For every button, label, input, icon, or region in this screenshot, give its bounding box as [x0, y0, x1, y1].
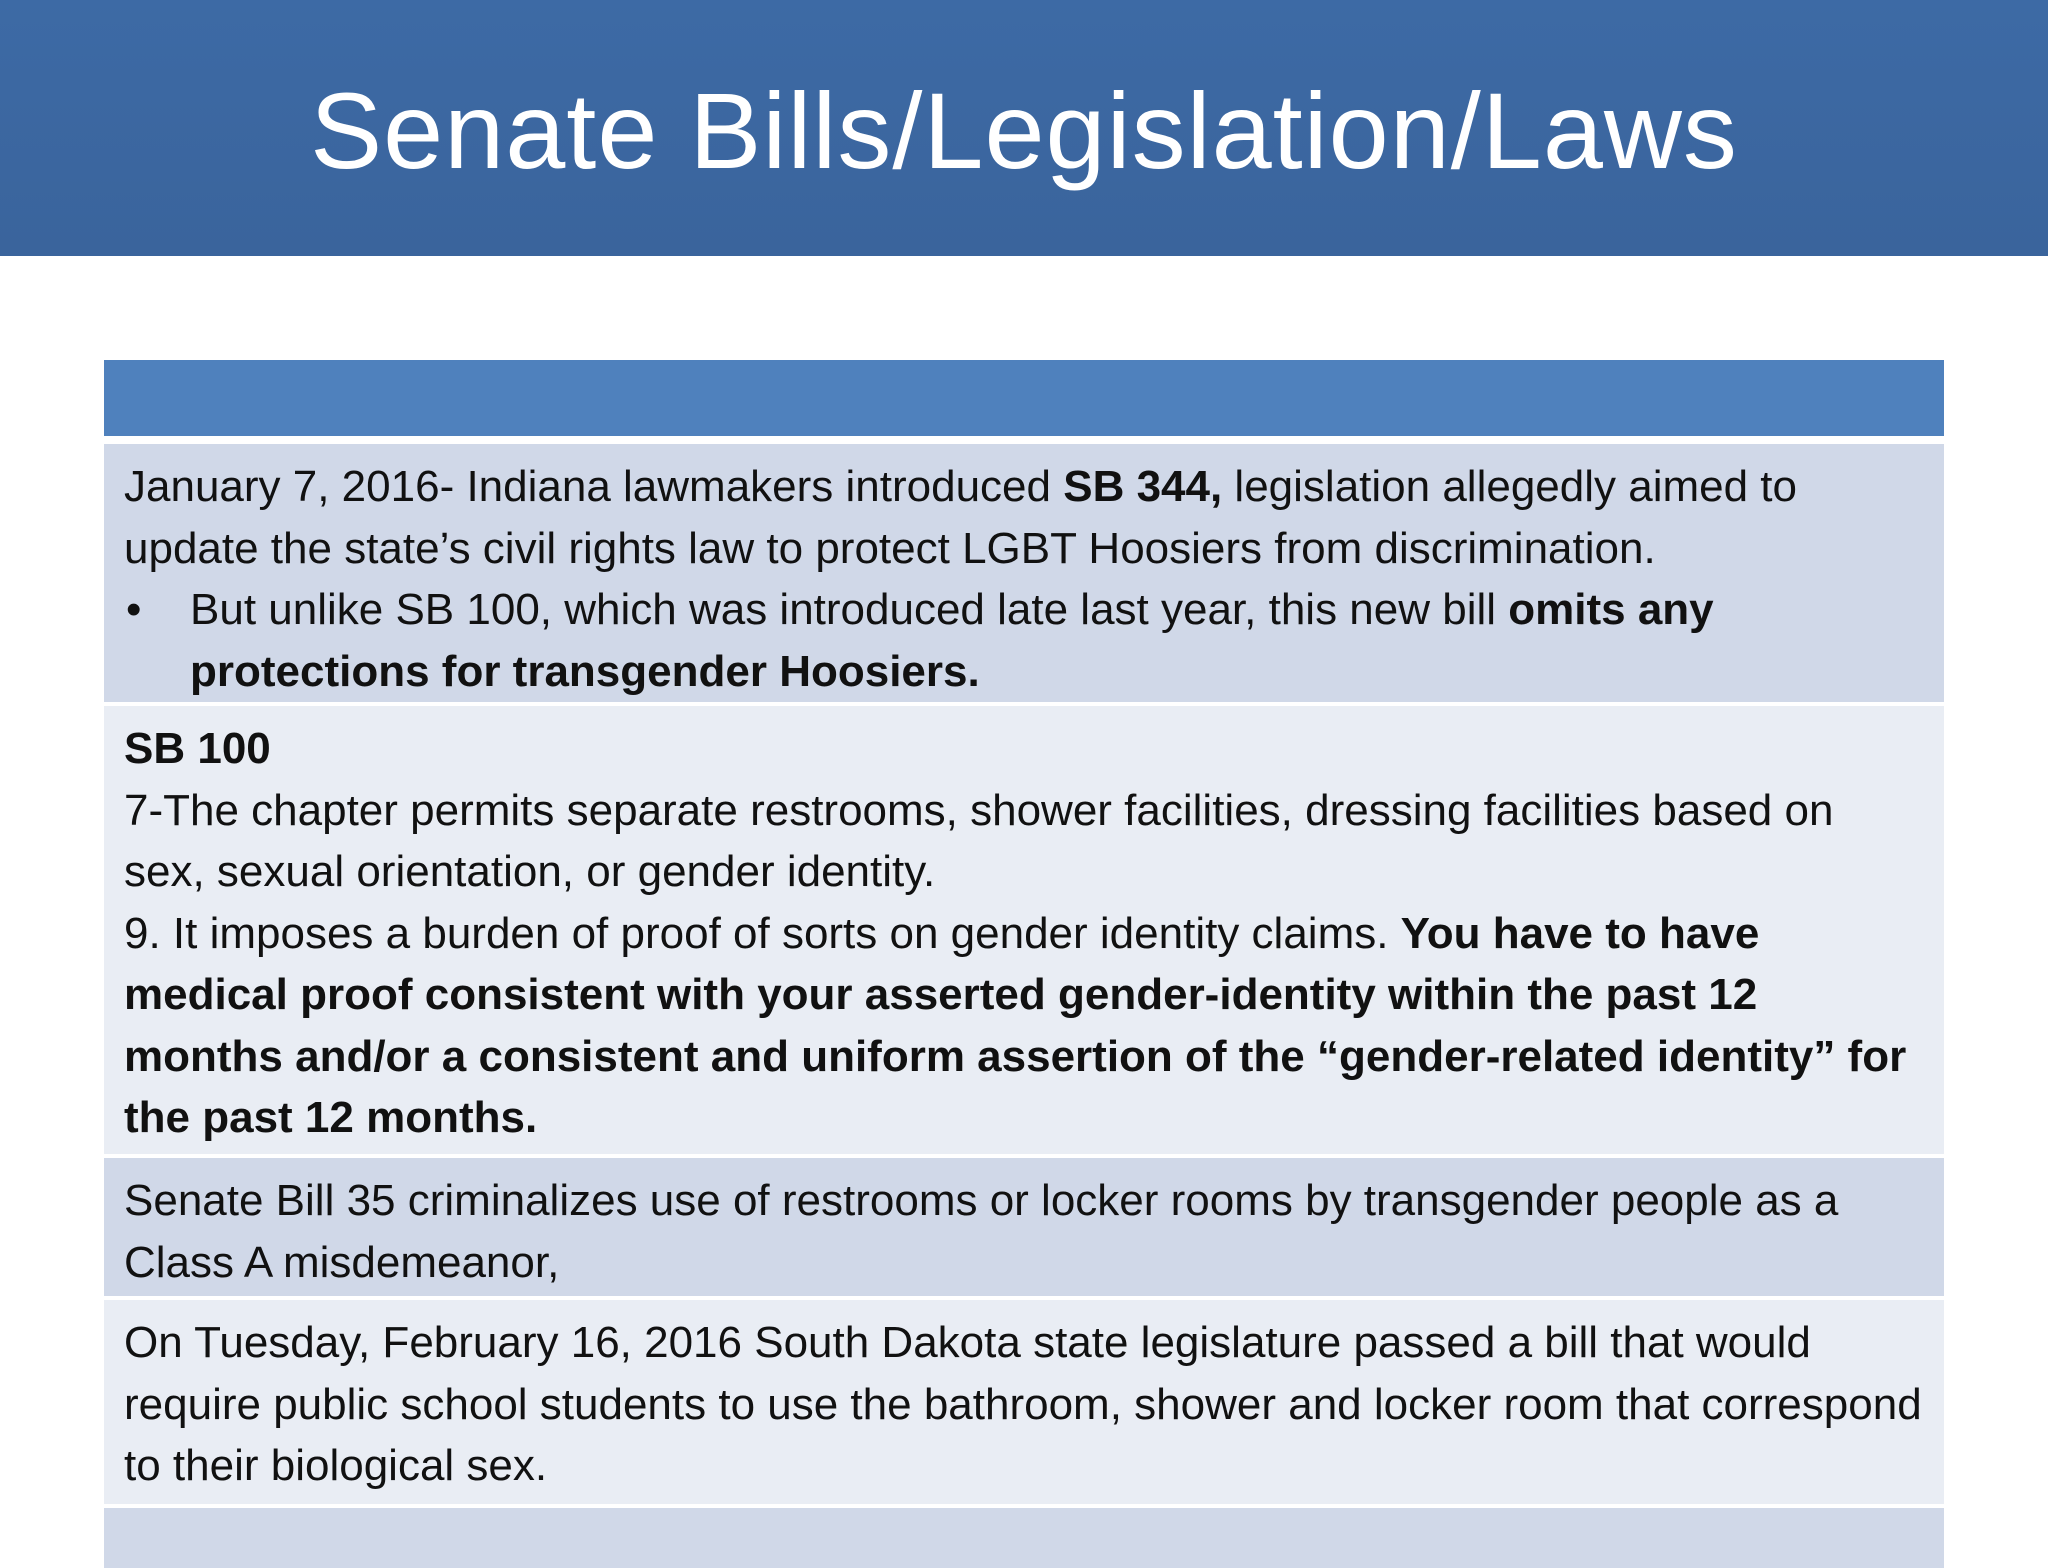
slide-title: Senate Bills/Legislation/Laws: [310, 69, 1738, 191]
sb344-bill-name: SB 344,: [1063, 462, 1223, 511]
sb100-item-9-bold: You have to have medical proof consistent with your asserted gender-identity within the past 12 months and/or a consistent and uniform assertion of the “gender-related identity” for the past 12 months.: [124, 908, 1907, 1142]
sb100-item-9: [124, 903, 1924, 1149]
table-row-empty: [104, 1508, 1944, 1568]
sb344-paragraph: [124, 456, 1924, 579]
legislation-table: [104, 360, 1944, 1568]
table-row-sb35: [104, 1158, 1944, 1300]
sb344-bullet: [124, 579, 1924, 702]
south-dakota-text: On Tuesday, February 16, 2016 South Dakota state legislature passed a bill that would require public school students to use the bathroom, shower and locker room that correspond to their biological sex.: [124, 1318, 1922, 1490]
sb100-heading: [124, 718, 1924, 780]
sb100-item-9-text: 9. It imposes a burden of proof of sorts on gender identity claims.: [124, 908, 1401, 958]
sb344-bullet-body: [190, 579, 1924, 702]
sb35-text: Senate Bill 35 criminalizes use of restrooms or locker rooms by transgender people as a Class A misdemeanor,: [124, 1176, 1839, 1287]
sb344-bullet-text: But unlike SB 100, which was introduced late last year, this new bill: [190, 585, 1509, 634]
sb344-text-rest: legislation allegedly aimed to update the state’s civil rights law to protect LGBT Hoosiers from discrimination.: [124, 462, 1797, 573]
sb100-heading-text: SB 100: [124, 724, 271, 773]
bullet-icon: •: [126, 585, 142, 634]
table-row-sb344: [104, 444, 1944, 706]
sb344-bullet-bold: omits any protections for transgender Hoosiers.: [190, 585, 1714, 696]
sb344-text-intro: January 7, 2016- Indiana lawmakers introduced: [124, 462, 1064, 511]
table-header-row: [104, 360, 1944, 444]
table-row-sb100: [104, 706, 1944, 1158]
sb100-item-7: 7-The chapter permits separate restrooms, shower facilities, dressing facilities based on sex, sexual orientation, or gender identity.: [124, 785, 1834, 896]
title-banner: [0, 0, 2048, 256]
table-row-south-dakota: [104, 1300, 1944, 1508]
